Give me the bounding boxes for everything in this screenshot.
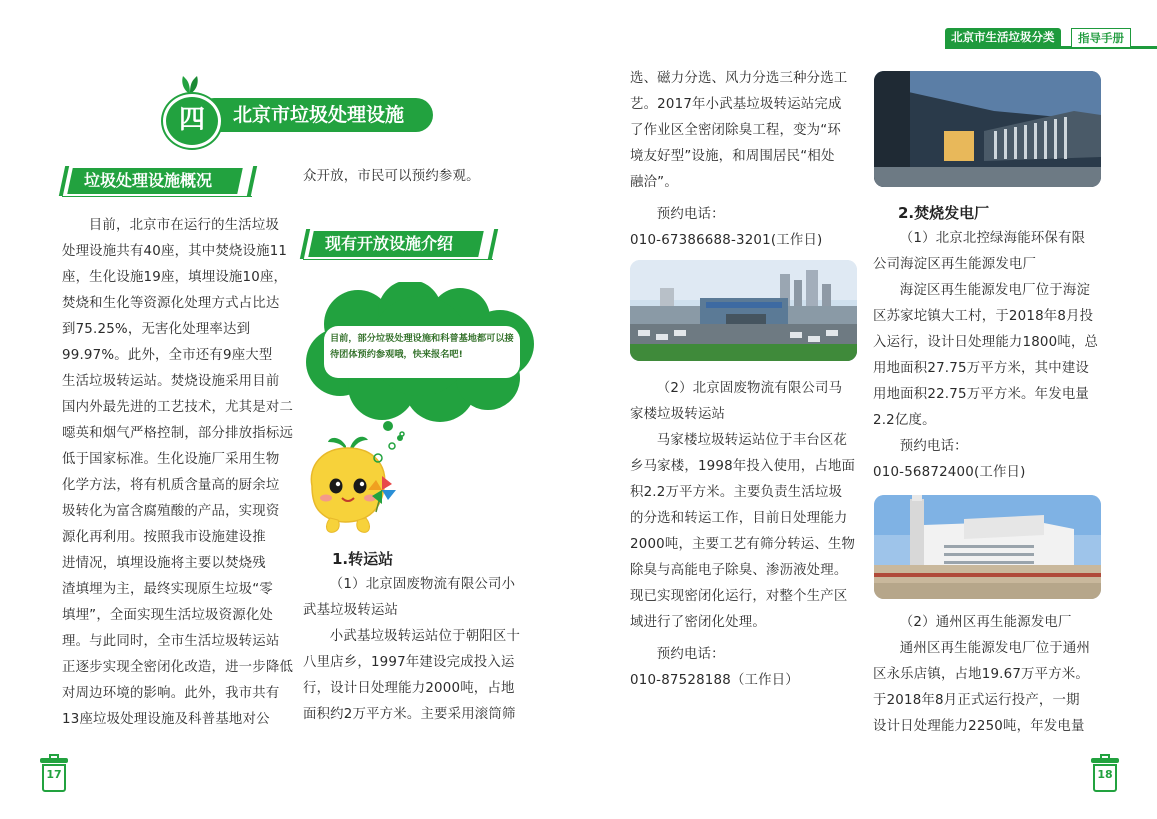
- text-line: （2）北京固废物流有限公司马: [656, 381, 843, 396]
- page-number-right: [1091, 758, 1119, 792]
- text-line: 通州区再生能源发电厂位于通州: [899, 641, 1091, 656]
- leaf-icon: [179, 74, 201, 96]
- text-line: 源化再利用。按照我市设施建设推: [62, 530, 266, 545]
- heading-underline: [303, 259, 493, 260]
- text-line: 对周边环境的影响。此外，我市共有: [62, 686, 280, 701]
- incineration-heading: 2.焚烧发电厂: [898, 204, 990, 222]
- page-number-left-text: 17: [46, 768, 62, 781]
- transfer-station-photo: [630, 260, 857, 361]
- text-line: 武基垃圾转运站: [303, 603, 399, 618]
- incineration-item2: [873, 610, 1105, 740]
- text-line: 家楼垃圾转运站: [630, 407, 726, 422]
- text-line: （2）通州区再生能源发电厂: [899, 615, 1072, 630]
- text-line: 行，设计日处理能力2000吨，占地: [303, 681, 515, 696]
- text-line: 的分选和转运工作，目前日处理能力: [630, 511, 848, 526]
- text-line: 八里店乡，1997年建设完成投入运: [303, 655, 515, 670]
- transfer-item2: [630, 376, 862, 694]
- text-line: 2000吨，主要工艺有筛分转运、生物: [630, 537, 856, 552]
- book-header: [945, 28, 1157, 50]
- mascot-illustration: [300, 428, 410, 540]
- phone-number: 010-56872400(工作日): [873, 465, 1026, 480]
- phone-label: 预约电话：: [656, 647, 725, 662]
- open-facilities-heading: [303, 229, 499, 259]
- page-number-left: [40, 758, 68, 792]
- text-line: 了作业区全密闭除臭工程，变为“环: [630, 123, 841, 138]
- text-line: 境友好型”设施，和周围居民“相处: [630, 149, 835, 164]
- text-line: 99.97%。此外，全市还有9座大型: [62, 348, 273, 363]
- text-line: 处理设施共有40座，其中焚烧设施11: [62, 244, 288, 259]
- text-line: 现已实现密闭化运行，对整个生产区: [630, 589, 848, 604]
- overview-heading-text: 垃圾处理设施概况: [84, 171, 213, 190]
- section-number-badge: [163, 94, 221, 148]
- phone-label: 预约电话：: [899, 439, 968, 454]
- text-line: 渣填埋为主，最终实现原生垃圾“零: [62, 582, 273, 597]
- text-line: 马家楼垃圾转运站位于丰台区花: [656, 433, 848, 448]
- text-line: 2.2亿度。: [873, 413, 936, 428]
- section-number: 四: [178, 105, 205, 135]
- text-line: 座，生化设施19座，填埋设施10座，: [62, 270, 288, 285]
- incineration-item1: [873, 226, 1105, 486]
- cloud-text: 目前，部分垃圾处理设施和科普基地都可以接待团体预约参观哦，快来报名吧!: [330, 333, 514, 360]
- overview-body: [62, 213, 294, 733]
- phone-number: 010-87528188（工作日）: [630, 673, 799, 688]
- text-line: 小武基垃圾转运站位于朝阳区十: [329, 629, 521, 644]
- text-line: （1）北京固废物流有限公司小: [329, 577, 516, 592]
- text-line: 用地面积27.75万平方米，其中建设: [873, 361, 1090, 376]
- text-line: 噁英和烟气严格控制，部分排放指标远: [62, 426, 294, 441]
- text-line: 海淀区再生能源发电厂位于海淀: [899, 283, 1091, 298]
- heading-slash: [247, 166, 257, 196]
- text-line: （1）北京北控绿海能环保有限: [899, 231, 1086, 246]
- haidian-plant-photo: [874, 71, 1101, 187]
- heading-underline: [62, 196, 252, 197]
- text-line: 目前，北京市在运行的生活垃圾: [88, 218, 280, 233]
- transfer-item1-continued: [630, 66, 862, 254]
- text-line: 设计日处理能力2250吨，年发电量: [873, 719, 1085, 734]
- book-subtitle: 指导手册: [1071, 28, 1131, 47]
- heading-slash: [488, 229, 498, 259]
- transfer-heading: 1.转运站: [332, 550, 394, 568]
- text-line: 国内外最先进的工艺技术，尤其是对二: [62, 400, 294, 415]
- text-line: 艺。2017年小武基垃圾转运站完成: [630, 97, 842, 112]
- open-facilities-heading-text: 现有开放设施介绍: [325, 234, 454, 253]
- text-line: 到75.25%，无害化处理率达到: [62, 322, 251, 337]
- section-title-text: 北京市垃圾处理设施: [233, 104, 405, 126]
- text-line: 低于国家标准。生化设施厂采用生物: [62, 452, 280, 467]
- text-line: 理。与此同时，全市生活垃圾转运站: [62, 634, 280, 649]
- text-line: 13座垃圾处理设施及科普基地对公: [62, 712, 270, 727]
- text-line: 除臭与高能电子除臭、渗沥液处理。: [630, 563, 848, 578]
- text-line: 圾转化为富含腐殖酸的产品，实现资: [62, 504, 280, 519]
- text-line: 进情况，填埋设施将主要以焚烧残: [62, 556, 266, 571]
- section-title: [163, 94, 435, 138]
- text-line: 区永乐店镇，占地19.67万平方米。: [873, 667, 1090, 682]
- text-line: 化学方法，将有机质含量高的厨余垃: [62, 478, 280, 493]
- page-number-right-text: 18: [1097, 768, 1113, 781]
- text-line: 面积约2万平方米。主要采用滚筒筛: [303, 707, 516, 722]
- text-line: 域进行了密闭化处理。: [630, 615, 766, 630]
- text-line: 生活垃圾转运站。焚烧设施采用目前: [62, 374, 280, 389]
- transfer-item1: [303, 572, 535, 728]
- text-line: 焚烧和生化等资源化处理方式占比达: [62, 296, 280, 311]
- overview-heading: [62, 166, 258, 196]
- text-line: 正逐步实现全密闭化改造，进一步降低: [62, 660, 294, 675]
- bin-lid: [1091, 758, 1119, 763]
- text-line: 选、磁力分选、风力分选三种分选工: [630, 71, 848, 86]
- tongzhou-plant-photo: [874, 495, 1101, 599]
- text-line: 填埋”，全面实现生活垃圾资源化处: [62, 608, 273, 623]
- section-title-pill: [197, 98, 433, 132]
- text-line: 区苏家坨镇大工村，于2018年8月投: [873, 309, 1094, 324]
- text-line: 积2.2万平方米。主要负责生活垃圾: [630, 485, 843, 500]
- text-line: 用地面积22.75万平方米。年发电量: [873, 387, 1090, 402]
- text-line: 于2018年8月正式运行投产，一期: [873, 693, 1080, 708]
- text-line: 乡马家楼，1998年投入使用，占地面: [630, 459, 856, 474]
- book-title: 北京市生活垃圾分类: [945, 28, 1061, 46]
- bin-lid: [40, 758, 68, 763]
- text-line: 众开放，市民可以预约参观。: [303, 169, 480, 184]
- phone-label: 预约电话：: [656, 207, 725, 222]
- overview-continued: [303, 164, 535, 190]
- phone-number: 010-67386688-3201(工作日): [630, 233, 823, 248]
- text-line: 公司海淀区再生能源发电厂: [873, 257, 1037, 272]
- text-line: 融洽”。: [630, 175, 678, 190]
- text-line: 入运行，设计日处理能力1800吨，总: [873, 335, 1099, 350]
